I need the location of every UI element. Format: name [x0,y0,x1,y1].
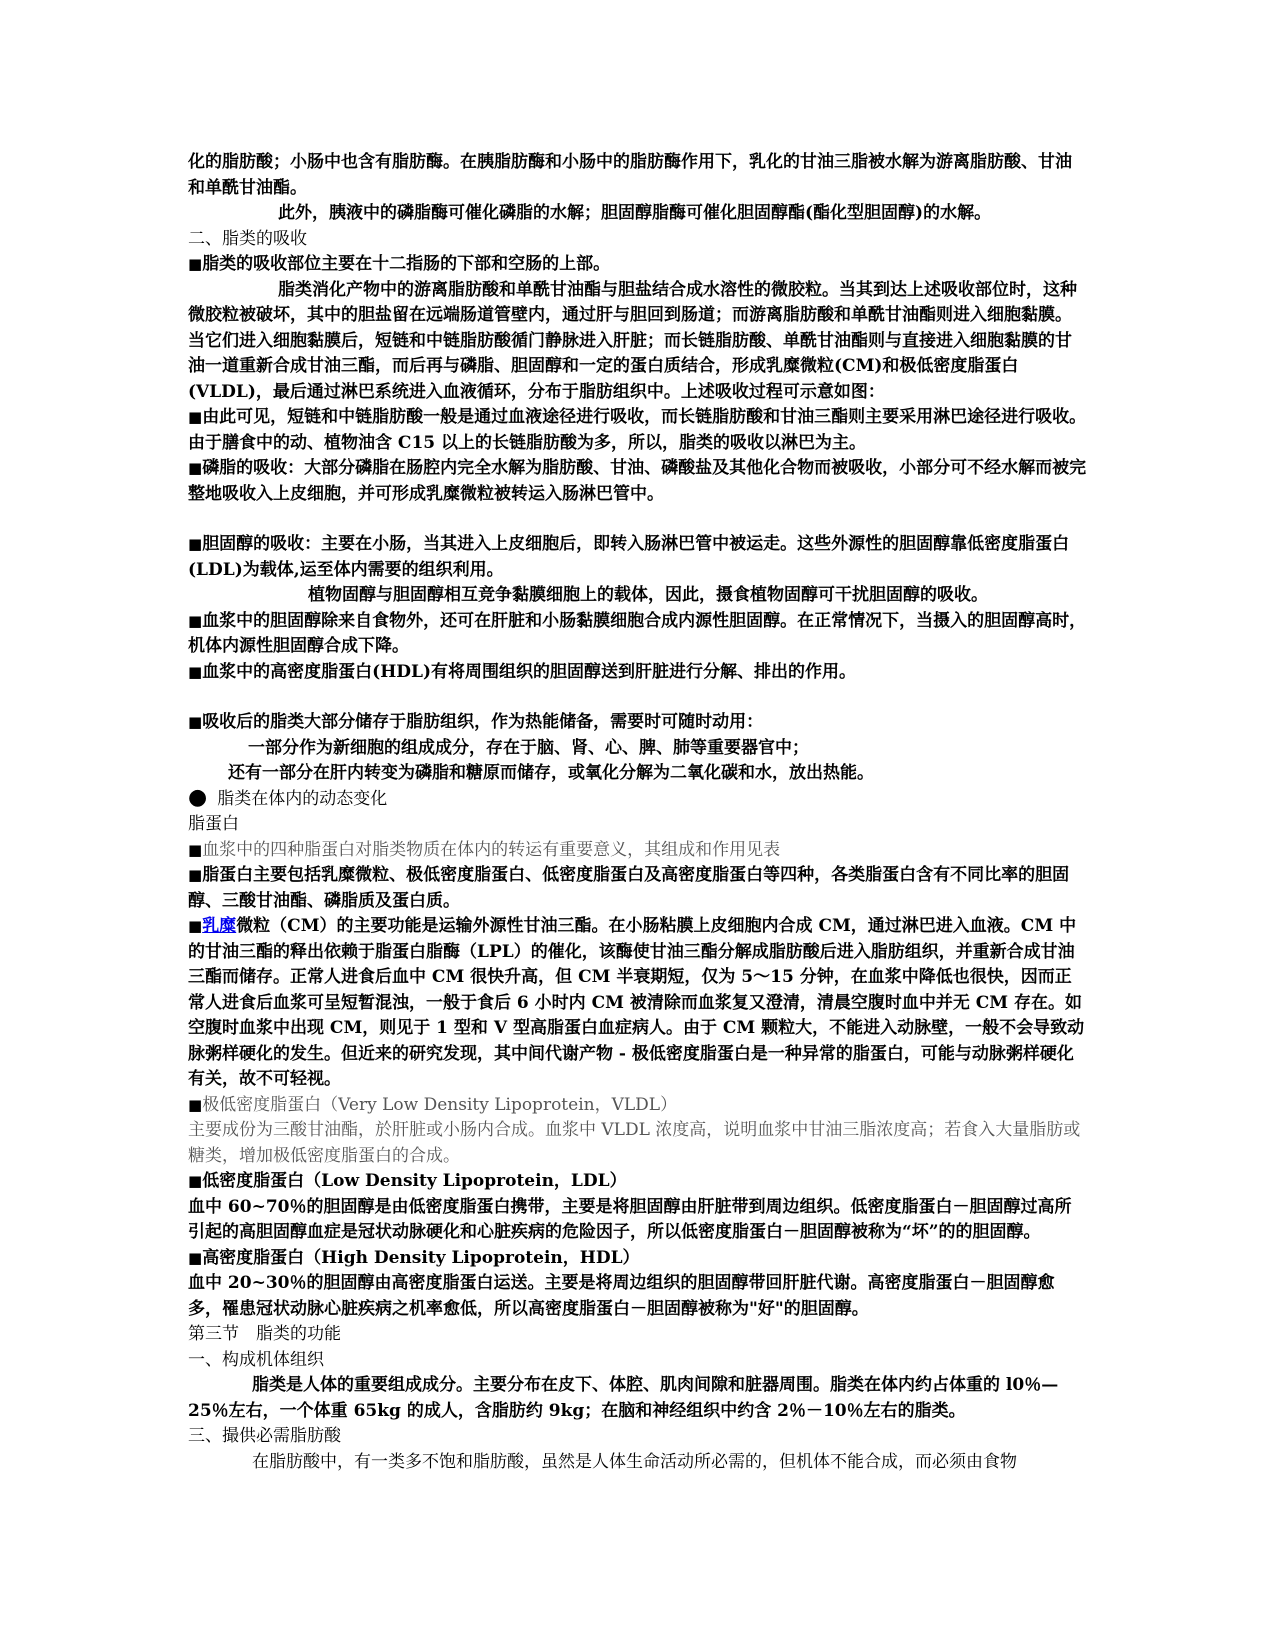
subsection-heading: ■极低密度脂蛋白（Very Low Density Lipoprotein，VLDL） [188,1094,678,1115]
section-heading: 三、撮供必需脂肪酸 [188,1426,341,1446]
paragraph: 血中 60~70％的胆固醇是由低密度脂蛋白携带，主要是将胆固醇由肝脏带到周边组织。低密度脂蛋白－胆固醇过高所引起的高胆固醇血症是冠状动脉硬化和心脏疾病的危险因子，所以低密度脂蛋白－胆固醇被称为“坏”的的胆固醇。 [188,1196,1072,1242]
bullet-paragraph: ■血浆中的胆固醇除来自食物外，还可在肝脏和小肠黏膜细胞合成内源性胆固醇。在正常情况下，当摄入的胆固醇高时，机体内源性胆固醇合成下降。 [188,610,1087,656]
paragraph: 主要成份为三酸甘油酯，於肝脏或小肠内合成。血浆中 VLDL 浓度高，说明血浆中甘油三脂浓度高；若食入大量脂肪或糖类，增加极低密度脂蛋白的合成。 [188,1120,1081,1166]
subsection-heading: 脂蛋白 [188,814,239,834]
square-bullet-icon: ■ [188,1172,203,1190]
bullet-paragraph: ■吸收后的脂类大部分储存于脂肪组织，作为热能储备，需要时可随时动用： [188,712,764,732]
round-bullet-icon: ● [188,784,208,810]
square-bullet-icon: ■ [188,662,203,681]
paragraph: 在脂肪酸中，有一类多不饱和脂肪酸，虽然是人体生命活动所必需的，但机体不能合成，而必须由食物 [252,1451,1017,1472]
paragraph: 一部分作为新细胞的组成成分，存在于脑、肾、心、脾、肺等重要器官中； [248,737,809,758]
section-heading: ● 脂类在体内的动态变化 [188,784,388,810]
paragraph: 还有一部分在肝内转变为磷脂和糖原而储存，或氧化分解为二氧化碳和水，放出热能。 [228,763,874,783]
document-page [188,150,1088,1475]
paragraph: 脂类是人体的重要组成成分。主要分布在皮下、体腔、肌肉间隙和脏器周围。脂类在体内约占体重的 l0％—25％左右，一个体重 65kg 的成人，含脂肪约 9kg；在脑和神经组织中约含 2％－10％左右的脂类。 [188,1375,1059,1421]
paragraph: 植物固醇与胆固醇相互竞争黏膜细胞上的载体，因此，摄食植物固醇可干扰胆固醇的吸收。 [308,585,988,605]
square-bullet-icon: ■ [188,408,203,426]
subsection-heading: ■高密度脂蛋白（High Density Lipoprotein，HDL） [188,1247,640,1268]
square-bullet-icon: ■ [188,535,203,553]
bullet-paragraph: ■脂蛋白主要包括乳糜微粒、极低密度脂蛋白、低密度脂蛋白及高密度脂蛋白等四种，各类脂蛋白含有不同比率的胆固醇、三酸甘油酯、磷脂质及蛋白质。 [188,865,1070,911]
square-bullet-icon: ■ [188,713,203,731]
bullet-paragraph: ■胆固醇的吸收：主要在小肠，当其进入上皮细胞后，即转入肠淋巴管中被运走。这些外源性的胆固醇靠低密度脂蛋白(LDL)为载体,运至体内需要的组织利用。 [188,534,1070,580]
bullet-paragraph: ■由此可见，短链和中链脂肪酸一般是通过血液途径进行吸收，而长链脂肪酸和甘油三酯则主要采用淋巴途径进行吸收。由于膳食中的动、植物油含 C15 以上的长链脂肪酸为多，所以，脂类的吸收以淋巴为主。 [188,407,1087,453]
chyle-link[interactable]: 乳糜 [202,916,237,936]
square-bullet-icon: ■ [188,459,203,477]
section-heading: 二、脂类的吸收 [188,228,307,249]
paragraph: 化的脂肪酸；小肠中也含有脂肪酶。在胰脂肪酶和小肠中的脂肪酶作用下，乳化的甘油三脂被水解为游离脂肪酸、甘油和单酰甘油酯。 [188,152,1072,198]
paragraph: 此外，胰液中的磷脂酶可催化磷脂的水解；胆固醇脂酶可催化胆固醇酯(酯化型胆固醇)的水解。 [278,203,992,223]
square-bullet-icon: ■ [188,840,203,859]
paragraph: 血中 20~30％的胆固醇由高密度脂蛋白运送。主要是将周边组织的胆固醇带回肝脏代谢。高密度脂蛋白－胆固醇愈多，罹患冠状动脉心脏疾病之机率愈低，所以高密度脂蛋白－胆固醇被称为"好"的胆固醇。 [188,1273,1055,1319]
bullet-paragraph: ■乳糜微粒（CM）的主要功能是运输外源性甘油三酯。在小肠粘膜上皮细胞内合成 CM，通过淋巴进入血液。CM 中的甘油三酯的释出依赖于脂蛋白脂酶（LPL）的催化，该酶使甘油三酯分解成脂肪酸后进入脂肪组织，并重新合成甘油三酯而储存。正常人进食后血中 CM 很快升高，但 CM 半衰期短，仅为 5～15 分钟，在血浆中降低也很快，因而正常人进食后血浆可呈短暂混浊，一般于食后 6 小时内 CM 被清除而血浆复又澄清，清晨空腹时血中并无 CM 存在。如空腹时血浆中出现 CM，则见于 1 型和 V 型高脂蛋白血症病人。由于 CM 颗粒大，不能进入动脉壁，一般不会导致动脉粥样硬化的发生。但近来的研究发现，其中间代谢产物 - 极低密度脂蛋白是一种异常的脂蛋白，可能与动脉粥样硬化有关，故不可轻视。 [188,916,1085,1089]
square-bullet-icon: ■ [188,255,203,273]
square-bullet-icon: ■ [188,917,203,935]
square-bullet-icon: ■ [188,1248,203,1267]
bullet-paragraph: ■磷脂的吸收：大部分磷脂在肠腔内完全水解为脂肪酸、甘油、磷酸盐及其他化合物而被吸收，小部分可不经水解而被完整地吸收入上皮细胞，并可形成乳糜微粒被转运入肠淋巴管中。 [188,458,1087,504]
subsection-heading: ■低密度脂蛋白（Low Density Lipoprotein，LDL） [188,1171,627,1191]
bullet-paragraph: ■血浆中的四种脂蛋白对脂类物质在体内的转运有重要意义，其组成和作用见表 [188,839,781,860]
square-bullet-icon: ■ [188,1095,203,1114]
bullet-paragraph: ■血浆中的高密度脂蛋白(HDL)有将周围组织的胆固醇送到肝脏进行分解、排出的作用。 [188,661,857,682]
square-bullet-icon: ■ [188,611,203,630]
bullet-paragraph: ■脂类的吸收部位主要在十二指肠的下部和空肠的上部。 [188,254,611,274]
chapter-heading: 第三节 脂类的功能 [188,1324,341,1344]
paragraph: 脂类消化产物中的游离脂肪酸和单酰甘油酯与胆盐结合成水溶性的微胶粒。当其到达上述吸收部位时，这种微胶粒被破坏，其中的胆盐留在远端肠道管壁内，通过肝与胆回到肠道；而游离脂肪酸和单酰甘油酯则进入细胞黏膜。当它们进入细胞黏膜后，短链和中链脂肪酸循门静脉进入肝脏；而长链脂肪酸、单酰甘油酯则与直接进入细胞黏膜的甘油一道重新合成甘油三酯，而后再与磷脂、胆固醇和一定的蛋白质结合，形成乳糜微粒(CM)和极低密度脂蛋白(VLDL)，最后通过淋巴系统进入血液循环，分布于脂肪组织中。上述吸收过程可示意如图： [188,279,1077,402]
section-heading: 一、构成机体组织 [188,1349,324,1370]
square-bullet-icon: ■ [188,866,203,884]
